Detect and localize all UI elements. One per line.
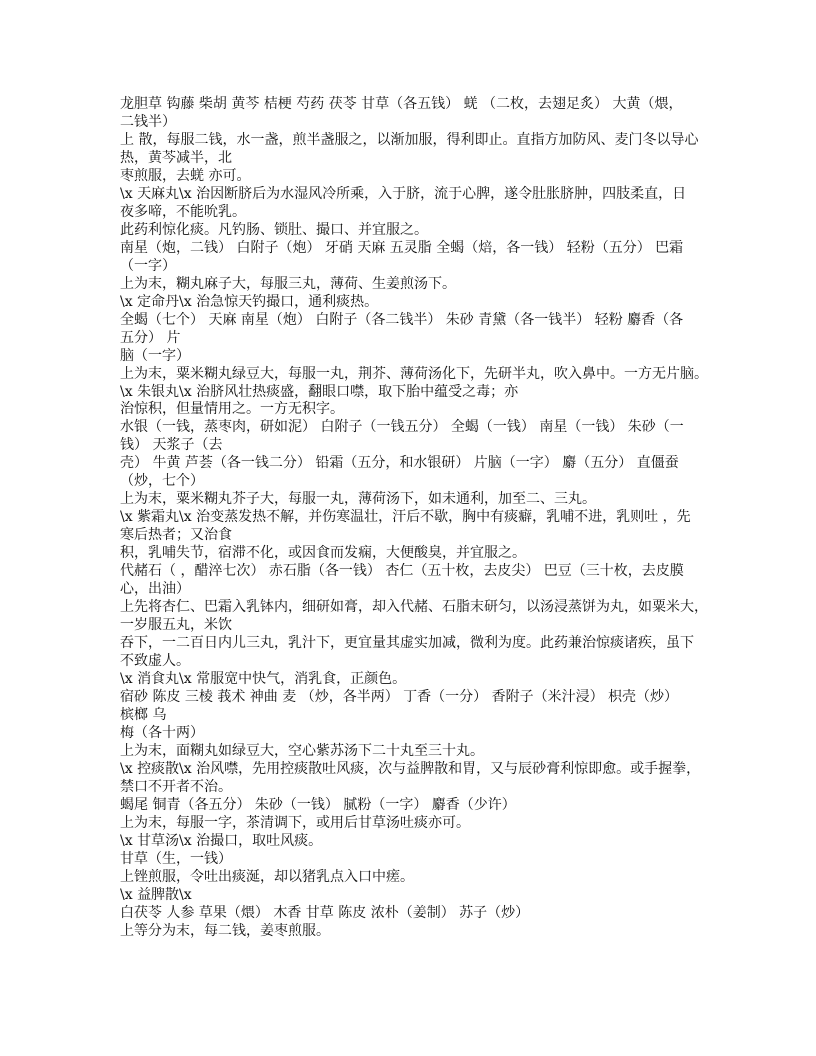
text-line: 一岁服五丸，米饮 bbox=[120, 617, 232, 634]
text-line: 五分） 片 bbox=[120, 329, 181, 346]
text-line: \x 紫霜丸\x 治变蒸发热不解，并伤寒温壮，汗后不歇，胸中有痰癖，乳哺不进，乳则吐 ，先 bbox=[120, 509, 691, 526]
text-line: 上为末，糊丸麻子大，每服三丸，薄荷、生姜煎汤下。 bbox=[120, 275, 456, 292]
text-line: 梅（各十两） bbox=[120, 724, 204, 741]
text-line: 甘草（生，一钱） bbox=[120, 850, 232, 867]
text-line: （一字） bbox=[120, 257, 176, 274]
text-line: 二钱半） bbox=[120, 113, 176, 130]
text-line: 代赭石（ ，醋淬七次） 赤石脂（各一钱） 杏仁（五十枚，去皮尖） 巴豆（三十枚，去皮膜 bbox=[120, 563, 684, 580]
text-line: \x 甘草汤\x 治撮口，取吐风痰。 bbox=[120, 832, 323, 849]
text-line: 上为末，每服一字，茶清调下，或用后甘草汤吐痰亦可。 bbox=[120, 814, 470, 831]
text-line: 蝎尾 铜青（各五分） 朱砂（一钱） 腻粉（一字） 麝香（少许） bbox=[120, 796, 516, 813]
text-line: 上先将杏仁、巴霜入乳钵内，细研如膏，却入代赭、石脂末研匀，以汤浸蒸饼为丸，如粟米大， bbox=[120, 599, 708, 616]
text-line: \x 天麻丸\x 治因断脐后为水湿风冷所乘，入于脐，流于心脾，遂令肚胀脐肿，四肢柔直，日 bbox=[120, 185, 687, 202]
text-line: 上为末，粟米糊丸芥子大，每服一丸，薄荷汤下，如未通利，加至二、三丸。 bbox=[120, 491, 596, 508]
text-line: 壳） 牛黄 芦荟（各一钱二分） 铅霜（五分，和水银研） 片脑（一字） 麝（五分） 直僵蚕 bbox=[120, 455, 679, 472]
text-line: 全蝎（七个） 天麻 南星（炮） 白附子（各二钱半） 朱砂 青黛（各一钱半） 轻粉 麝香（各 bbox=[120, 311, 684, 328]
text-line: 积，乳哺失节，宿滞不化，或因食而发痫，大便酸臭，并宜服之。 bbox=[120, 545, 526, 562]
text-line: 龙胆草 钩藤 柴胡 黄芩 桔梗 芍药 茯苓 甘草（各五钱） 蜣 （二枚，去翅足炙） 大黄（煨， bbox=[120, 96, 683, 112]
text-line: 枣煎服，去蜣 亦可。 bbox=[120, 167, 251, 184]
text-line: 寒后热者；又治食 bbox=[120, 527, 232, 544]
text-line: 治惊积，但量情用之。一方无积字。 bbox=[120, 401, 344, 418]
text-line: 白茯苓 人参 草果（煨） 木香 甘草 陈皮 浓朴（姜制） 苏子（炒） bbox=[120, 904, 530, 921]
text-line: 宿砂 陈皮 三棱 莪术 神曲 麦 （炒，各半两） 丁香（一分） 香附子（米汁浸） 枳壳（炒） bbox=[120, 688, 679, 705]
text-line: 吞下，一二百日内儿三丸，乳汁下，更宜量其虚实加减，微利为度。此药兼治惊痰诸疾，虽下 bbox=[120, 635, 694, 652]
text-line: 上 散，每服二钱，水一盏，煎半盏服之，以渐加服，得利即止。直指方加防风、麦门冬以导心 bbox=[120, 131, 699, 148]
text-line: 热，黄芩减半，北 bbox=[120, 149, 232, 166]
text-line: 南星（炮，二钱） 白附子（炮） 牙硝 天麻 五灵脂 全蝎（焙，各一钱） 轻粉（五分） 巴霜 bbox=[120, 239, 684, 256]
text-line: 禁口不开者不治。 bbox=[120, 778, 232, 795]
text-line: 钱） 天浆子（去 bbox=[120, 437, 223, 454]
text-line: 上为末，粟米糊丸绿豆大，每服一丸，荆芥、薄荷汤化下，先研半丸，吹入鼻中。一方无片脑。 bbox=[120, 365, 708, 382]
text-line: 槟榔 乌 bbox=[120, 706, 167, 723]
text-line: 上等分为末，每二钱，姜枣煎服。 bbox=[120, 922, 330, 939]
text-line: \x 朱银丸\x 治脐风壮热痰盛，翻眼口噤，取下胎中蕴受之毒；亦 bbox=[120, 383, 519, 400]
text-line: 心，出油） bbox=[120, 581, 190, 598]
text-line: 夜多啼，不能吮乳。 bbox=[120, 203, 246, 220]
text-line: 上锉煎服，令吐出痰涎，却以猪乳点入口中瘥。 bbox=[120, 868, 414, 885]
text-line: 此药利惊化痰。凡钓肠、锁肚、撮口、并宜服之。 bbox=[120, 221, 428, 238]
text-line: \x 益脾散\x bbox=[120, 886, 192, 903]
text-line: 上为末，面糊丸如绿豆大，空心紫苏汤下二十丸至三十丸。 bbox=[120, 742, 484, 759]
text-line: 脑（一字） bbox=[120, 347, 190, 364]
text-line: \x 消食丸\x 常服宽中快气，消乳食，正颜色。 bbox=[120, 671, 407, 687]
text-line: 水银（一钱，蒸枣肉，研如泥） 白附子（一钱五分） 全蝎（一钱） 南星（一钱） 朱砂（一 bbox=[120, 419, 684, 436]
text-line: （炒，七个） bbox=[120, 473, 204, 490]
text-line: 不致虚人。 bbox=[120, 653, 190, 670]
text-line: \x 控痰散\x 治风噤，先用控痰散吐风痰，次与益脾散和胃，又与辰砂膏利惊即愈。或手握拳， bbox=[120, 760, 701, 777]
text-line: \x 定命丹\x 治急惊天钓撮口，通利痰热。 bbox=[120, 293, 379, 310]
document-body bbox=[120, 96, 720, 941]
